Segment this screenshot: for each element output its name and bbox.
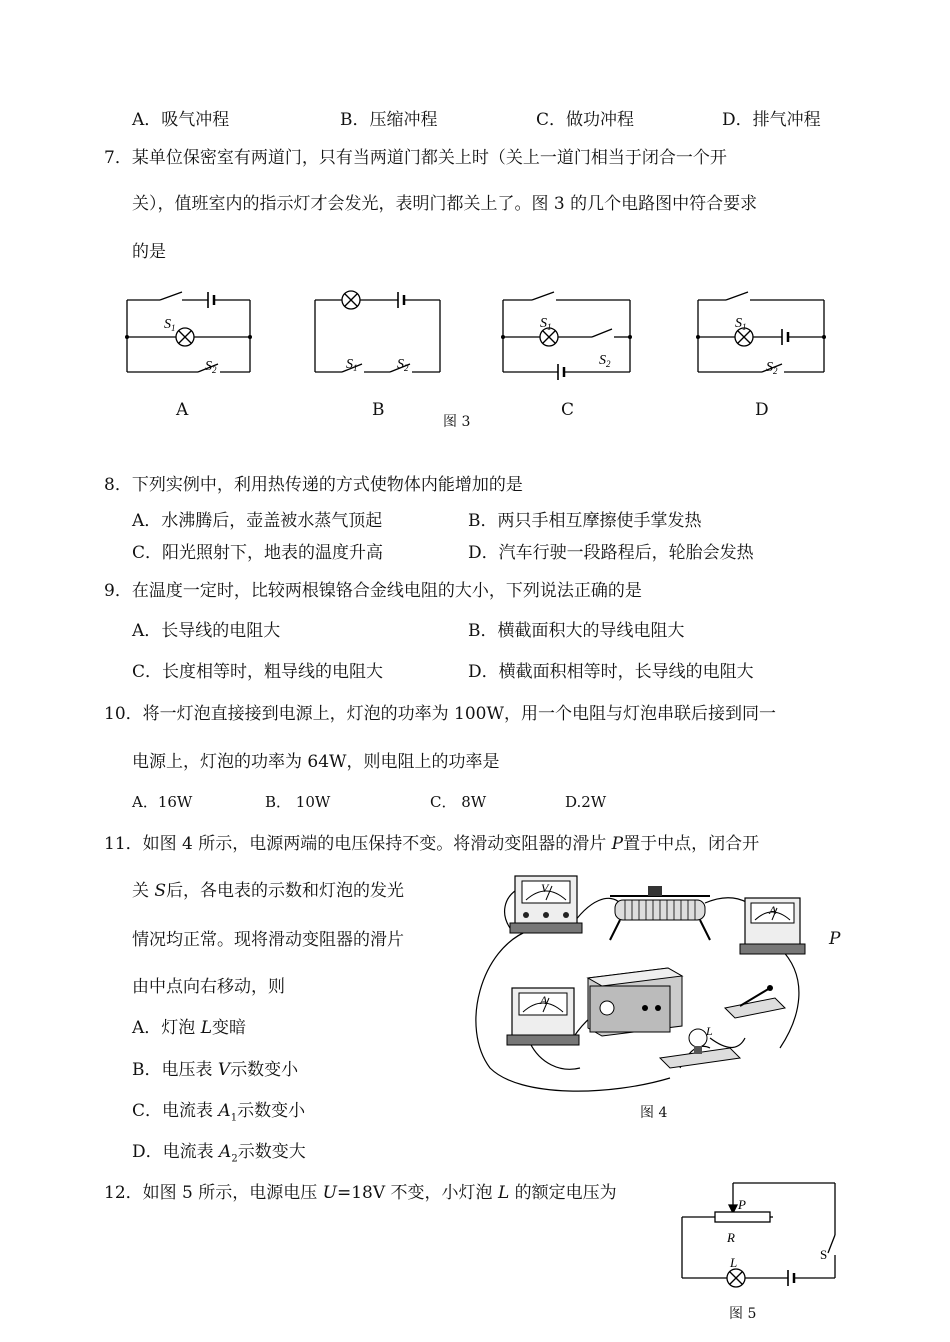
q11-stem-line2	[132, 883, 404, 900]
fig4-meter-label: A	[769, 903, 777, 917]
fig4-caption: 图 4	[640, 1105, 668, 1121]
q11-option-c	[132, 1103, 305, 1123]
svg-text:S2: $S_2$	[205, 359, 217, 375]
circuit-b	[315, 291, 440, 372]
q8-option-b: B．两只手相互摩擦使手掌发热	[468, 511, 702, 531]
q9-option-c: C．长度相等时，粗导线的电阻大	[132, 662, 384, 682]
q9-option-a: A．长导线的电阻大	[132, 621, 281, 641]
fig5-r-label: R	[727, 1230, 735, 1245]
svg-text:S2: $S_2$	[766, 360, 778, 376]
fig4-lamp-label: L	[706, 1024, 713, 1038]
circuit-d	[698, 292, 824, 372]
fig5-p-label: P	[738, 1197, 746, 1212]
q11-option-d-pre: D．电流表	[132, 1142, 220, 1162]
q12-var-l: L	[497, 1183, 510, 1203]
q8-stem: 8．下列实例中，利用热传递的方式使物体内能增加的是	[104, 475, 523, 495]
q11-option-b-pre: B．电压表	[132, 1060, 218, 1080]
fig3-label-a: A	[176, 400, 189, 420]
q11-option-b-var: V	[217, 1060, 231, 1080]
q10-stem-line2: 电源上，灯泡的功率为 64W，则电阻上的功率是	[132, 752, 500, 772]
circuit-a	[127, 292, 250, 372]
fig5-caption: 图 5	[729, 1306, 757, 1322]
q11-option-b	[132, 1062, 298, 1079]
fig3-label-c: C	[561, 400, 575, 420]
q6-option-b: B．压缩冲程	[340, 110, 438, 130]
fig3-caption: 图 3	[443, 414, 471, 430]
q8-option-c: C．阳光照射下，地表的温度升高	[132, 543, 384, 563]
q8-option-a: A．水沸腾后，壶盖被水蒸气顶起	[132, 511, 383, 531]
q9-option-b: B．横截面积大的导线电阻大	[468, 621, 685, 641]
q7-stem-line3: 的是	[132, 242, 166, 262]
q7-stem-line1: 7．某单位保密室有两道门，只有当两道门都关上时（关上一道门相当于闭合一个开	[104, 148, 727, 168]
q10-option-a: A．16W	[132, 793, 193, 811]
svg-text:S1: $S_1$	[735, 316, 747, 332]
q11-stem-line1	[104, 836, 759, 853]
q12-line1-a: 12．如图 5 所示，电源电压	[104, 1183, 323, 1203]
figure-5-circuit	[670, 1175, 850, 1305]
q10-option-c: C． 8W	[430, 793, 487, 811]
q11-option-c-var: A	[218, 1101, 231, 1121]
svg-text:S2: $S_2$	[599, 353, 611, 369]
q11-option-d-post: 示数变大	[237, 1142, 306, 1162]
q11-option-d-sub: 2	[231, 1153, 238, 1165]
q11-option-a-pre: A．灯泡	[132, 1018, 201, 1038]
q11-line2-a: 关	[132, 881, 155, 901]
power-supply-icon	[588, 968, 682, 1036]
q11-option-d-var: A	[219, 1142, 232, 1162]
fig3-label-d: D	[755, 400, 769, 420]
q12-var-u: U	[322, 1183, 337, 1203]
q11-line1-b: 置于中点，闭合开	[623, 834, 760, 854]
q11-option-c-sub: 1	[230, 1112, 238, 1124]
q11-option-c-post: 示数变小	[237, 1101, 306, 1121]
q12-stem-line1	[104, 1185, 617, 1202]
q11-option-a-post: 变暗	[211, 1018, 246, 1038]
fig4-meter-label: V	[541, 881, 549, 895]
figure-4-apparatus	[470, 868, 820, 1098]
q11-stem-line4: 由中点向右移动，则	[132, 977, 285, 997]
svg-text:S2: $S_2$	[397, 357, 409, 373]
q11-line2-b: 后，各电表的示数和灯泡的发光	[166, 881, 405, 901]
q10-option-b: B． 10W	[265, 793, 331, 811]
fig4-p-label: P	[829, 929, 841, 949]
q6-option-c: C．做功冲程	[536, 110, 635, 130]
knife-switch-icon	[725, 985, 785, 1018]
q10-stem-line1: 10．将一灯泡直接接到电源上，灯泡的功率为 100W，用一个电阻与灯泡串联后接到同一	[104, 704, 776, 724]
q6-option-a: A．吸气冲程	[132, 110, 230, 130]
q11-var-p: P	[611, 834, 624, 854]
q11-option-a-var: L	[200, 1018, 212, 1038]
q6-option-d: D．排气冲程	[722, 110, 821, 130]
figure-3-circuits	[110, 280, 840, 430]
svg-text:S1: $S_1$	[346, 357, 358, 373]
q12-line1-b: =18V 不变，小灯泡	[337, 1183, 498, 1203]
q9-option-d: D．横截面积相等时，长导线的电阻大	[468, 662, 754, 682]
q9-stem: 9．在温度一定时，比较两根镍铬合金线电阻的大小，下列说法正确的是	[104, 581, 642, 601]
rheostat-icon	[610, 886, 710, 940]
q11-option-b-post: 示数变小	[230, 1060, 299, 1080]
q11-option-a	[132, 1020, 246, 1037]
q7-stem-line2: 关），值班室内的指示灯才会发光，表明门都关上了。图 3 的几个电路图中符合要求	[132, 194, 758, 214]
svg-text:S1: $S_1$	[540, 316, 552, 332]
lamp-icon	[660, 1029, 740, 1068]
q11-var-s: S	[154, 881, 167, 901]
q11-option-d	[132, 1144, 306, 1164]
q11-line1-a: 11．如图 4 所示，电源两端的电压保持不变。将滑动变阻器的滑片	[104, 834, 612, 854]
fig5-l-label: L	[730, 1255, 738, 1270]
fig3-label-b: B	[372, 400, 385, 420]
q11-stem-line3: 情况均正常。现将滑动变阻器的滑片	[132, 930, 404, 950]
q8-option-d: D．汽车行驶一段路程后，轮胎会发热	[468, 543, 754, 563]
q11-option-c-pre: C．电流表	[132, 1101, 219, 1121]
fig4-meter-label: A	[540, 993, 548, 1007]
fig5-s-label: S	[820, 1247, 828, 1262]
q12-line1-c: 的额定电压为	[509, 1183, 617, 1203]
q10-option-d: D.2W	[565, 793, 607, 811]
svg-text:S1: $S_1$	[164, 317, 176, 333]
circuit-c	[503, 292, 630, 380]
